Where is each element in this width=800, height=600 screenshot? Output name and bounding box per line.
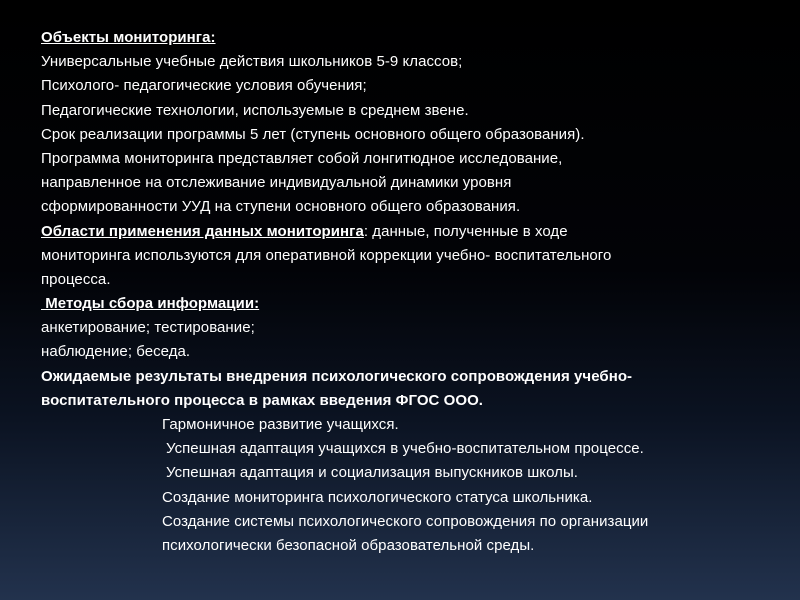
collection-methods-heading: Методы сбора информации:	[41, 295, 260, 313]
collection-method-item: анкетирование; тестирование;	[41, 319, 255, 337]
expected-results-heading: Ожидаемые результаты внедрения психологического сопровождения учебно-	[41, 367, 633, 385]
collection-method-item: наблюдение; беседа.	[41, 343, 191, 361]
expected-result-item: Успешная адаптация и социализация выпускников школы.	[166, 464, 579, 482]
monitoring-object-item: Педагогические технологии, используемые в среднем звене.	[41, 101, 469, 119]
expected-results-heading: воспитательного процесса в рамках введения ФГОС ООО.	[41, 391, 484, 409]
program-description-line: сформированности УУД на ступени основного общего образования.	[41, 198, 521, 216]
program-term-text: Срок реализации программы 5 лет (ступень основного общего образования).	[41, 125, 585, 143]
application-area-text-line: процесса.	[41, 270, 111, 288]
expected-result-item: Успешная адаптация учащихся в учебно-воспитательном процессе.	[166, 440, 644, 458]
application-area-text: : данные, полученные в ходе	[363, 222, 568, 240]
expected-result-item: Создание системы психологического сопровождения по организации	[162, 512, 649, 530]
expected-result-item: Гармоничное развитие учащихся.	[162, 416, 399, 433]
program-description-line: Программа мониторинга представляет собой лонгитюдное исследование,	[41, 149, 563, 167]
slide-text-body	[41, 26, 781, 558]
expected-result-item: психологически безопасной образовательной среды.	[162, 536, 535, 554]
monitoring-object-item: Универсальные учебные действия школьников 5-9 классов;	[41, 53, 463, 71]
application-area-heading: Области применения данных мониторинга	[41, 222, 364, 240]
program-description-line: направленное на отслеживание индивидуальной динамики уровня	[41, 174, 512, 192]
expected-result-item: Создание мониторинга психологического статуса школьника.	[162, 488, 593, 506]
application-area-line	[41, 220, 781, 244]
monitoring-objects-heading: Объекты мониторинга:	[41, 29, 216, 46]
application-area-text-line: мониторинга используются для оперативной коррекции учебно- воспитательного	[41, 246, 612, 264]
monitoring-object-item: Психолого- педагогические условия обучения;	[41, 77, 367, 95]
